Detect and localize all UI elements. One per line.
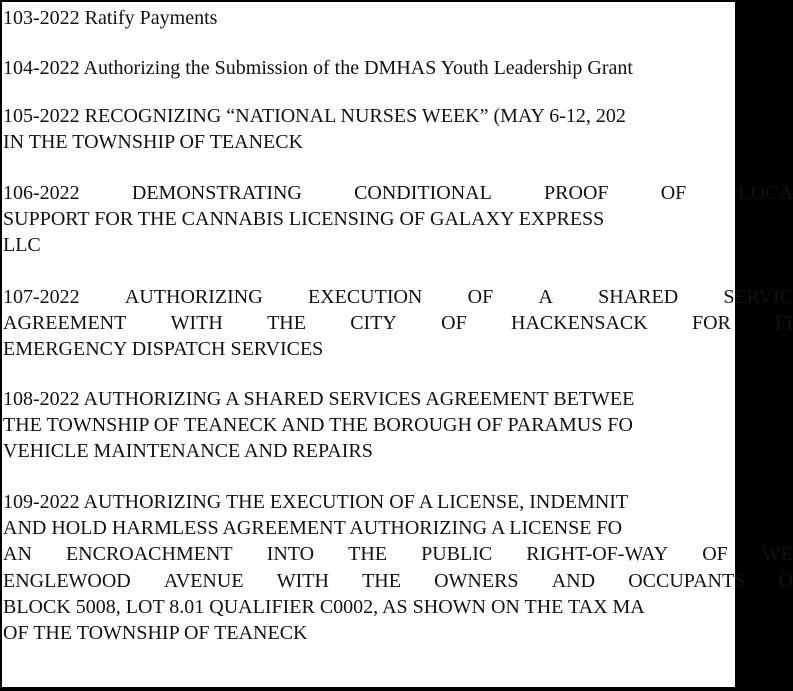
resolution-line [3,541,793,567]
resolution-line [3,284,793,310]
resolution-line [3,180,793,206]
word: OCCUPANTS [628,569,746,592]
word: AUTHORIZING [124,286,263,308]
resolution-line: 108-2022 AUTHORIZING A SHARED SERVICES AGREEMENT BETWEE [3,388,635,410]
resolution-line: EMERGENCY DISPATCH SERVICES [3,338,324,361]
word: OF [441,312,467,335]
word: ENGLEWOOD [3,569,131,592]
word: WE [761,543,793,566]
word: SERVIC [723,286,793,308]
resolution-line: LLC [3,234,41,257]
word: OWNERS [434,569,519,592]
resolution-108-2022 [3,386,634,465]
word: WITH [276,569,329,592]
word: A [538,286,553,308]
resolution-line: OF THE TOWNSHIP OF TEANECK [3,621,308,644]
word: PROOF [544,182,609,204]
word: AVENUE [163,569,244,592]
word: LOCA [738,182,793,204]
resolution-104-2022 [3,55,633,81]
word: FOR [691,312,731,335]
resolution-106-2022 [3,180,793,259]
word: AGREEMENT [3,312,127,335]
word: ENCROACHMENT [65,543,233,566]
word: RIGHT-OF-WAY [526,543,669,566]
word: 107-2022 [3,286,80,308]
word: SHARED [598,286,679,308]
resolution-line: 109-2022 AUTHORIZING THE EXECUTION OF A LICENSE, INDEMNIT [3,491,629,513]
word: OF [660,182,687,204]
word: 106-2022 [3,182,80,204]
resolution-103-2022 [3,5,217,31]
word: THE [348,543,388,566]
word: HACKENSACK [511,312,648,335]
word: AN [3,543,32,566]
word: INTO [266,543,315,566]
word: WITH [170,312,223,335]
resolution-line: VEHICLE MAINTENANCE AND REPAIRS [3,440,373,463]
word: AND [551,569,596,592]
word: THE [267,312,306,335]
word: DEMONSTRATING [131,182,302,204]
word: OF [467,286,494,308]
resolution-105-2022 [3,103,626,155]
resolution-line: 105-2022 RECOGNIZING “NATIONAL NURSES WEEK” (MAY 6-12, 202 [3,105,626,127]
resolution-109-2022 [3,489,793,646]
word: CONDITIONAL [354,182,492,204]
word: PUBLIC [421,543,493,566]
word: O [778,569,793,592]
resolution-line [3,568,793,594]
resolution-line [3,310,793,336]
resolution-line: AND HOLD HARMLESS AGREEMENT AUTHORIZING A LICENSE FO [3,517,623,540]
word: EXECUTION [307,286,423,308]
resolution-107-2022 [3,284,793,363]
resolution-line: THE TOWNSHIP OF TEANECK AND THE BOROUGH OF PARAMUS FO [3,414,633,437]
resolution-line: IN THE TOWNSHIP OF TEANECK [3,131,304,154]
resolution-line: BLOCK 5008, LOT 8.01 QUALIFIER C0002, AS SHOWN ON THE TAX MA [3,595,645,618]
word: CITY [350,312,397,335]
word: OF [702,543,728,566]
resolution-line: 103-2022 Ratify Payments [3,7,218,29]
document-page [2,2,793,687]
word: THE [362,569,401,592]
resolution-line: 104-2022 Authorizing the Submission of the DMHAS Youth Leadership Grant [3,57,633,79]
resolution-line: SUPPORT FOR THE CANNABIS LICENSING OF GALAXY EXPRESS [3,208,605,231]
word: FI [775,312,793,335]
